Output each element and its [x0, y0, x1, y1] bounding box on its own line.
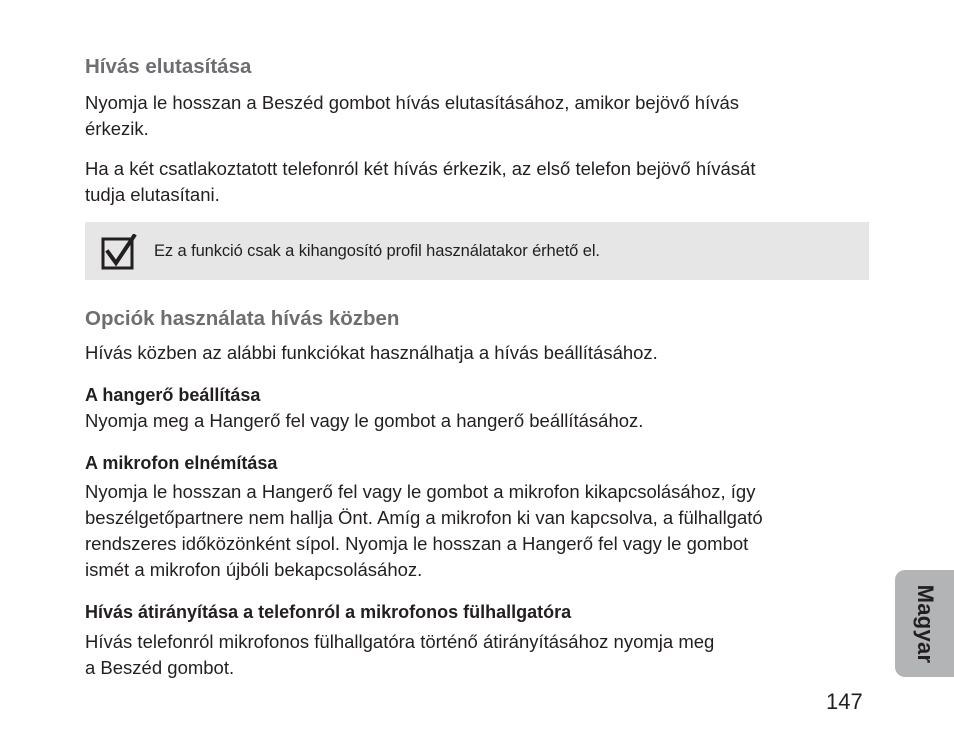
text-line: érkezik. — [85, 118, 149, 139]
paragraph-in-call-intro: Hívás közben az alábbi funkciókat használhatja a hívás beállításához. — [85, 342, 658, 363]
paragraph-mute — [85, 479, 870, 583]
text-line: Ha a két csatlakoztatott telefonról két hívás érkezik, az első telefon bejövő hívását — [85, 158, 756, 179]
text-line: rendszeres időközönként sípol. Nyomja le hosszan a Hangerő fel vagy le gombot — [85, 533, 749, 554]
text-line: Hívás telefonról mikrofonos fülhallgatóra történő átirányításához nyomja meg — [85, 631, 715, 652]
subheading-transfer: Hívás átirányítása a telefonról a mikrofonos fülhallgatóra — [85, 602, 572, 622]
text-line: Nyomja le hosszan a Beszéd gombot hívás elutasításához, amikor bejövő hívás — [85, 92, 740, 113]
subheading-mute: A mikrofon elnémítása — [85, 453, 278, 473]
paragraph-volume: Nyomja meg a Hangerő fel vagy le gombot a hangerő beállításához. — [85, 410, 644, 431]
subheading-volume: A hangerő beállítása — [85, 385, 261, 405]
note-box — [85, 222, 869, 280]
note-text: Ez a funkció csak a kihangosító profil használatakor érhető el. — [154, 242, 600, 260]
text-line: ismét a mikrofon újbóli bekapcsolásához. — [85, 559, 423, 580]
paragraph-call-reject-2 — [85, 156, 870, 208]
checkbox-check-icon — [101, 234, 137, 270]
section-heading-in-call-options: Opciók használata hívás közben — [85, 307, 400, 330]
paragraph-call-reject-1 — [85, 90, 870, 142]
page-content — [85, 53, 870, 681]
language-side-tab — [895, 570, 954, 677]
page-number: 147 — [826, 689, 863, 714]
text-line: tudja elutasítani. — [85, 184, 220, 205]
paragraph-transfer — [85, 629, 870, 681]
text-line: beszélgetőpartnere nem hallja Önt. Amíg a mikrofon ki van kapcsolva, a fülhallgató — [85, 507, 763, 528]
section-heading-call-reject: Hívás elutasítása — [85, 55, 252, 78]
text-line: a Beszéd gombot. — [85, 657, 235, 678]
language-label: Magyar — [912, 584, 938, 663]
text-line: Nyomja le hosszan a Hangerő fel vagy le gombot a mikrofon kikapcsolásához, így — [85, 481, 756, 502]
